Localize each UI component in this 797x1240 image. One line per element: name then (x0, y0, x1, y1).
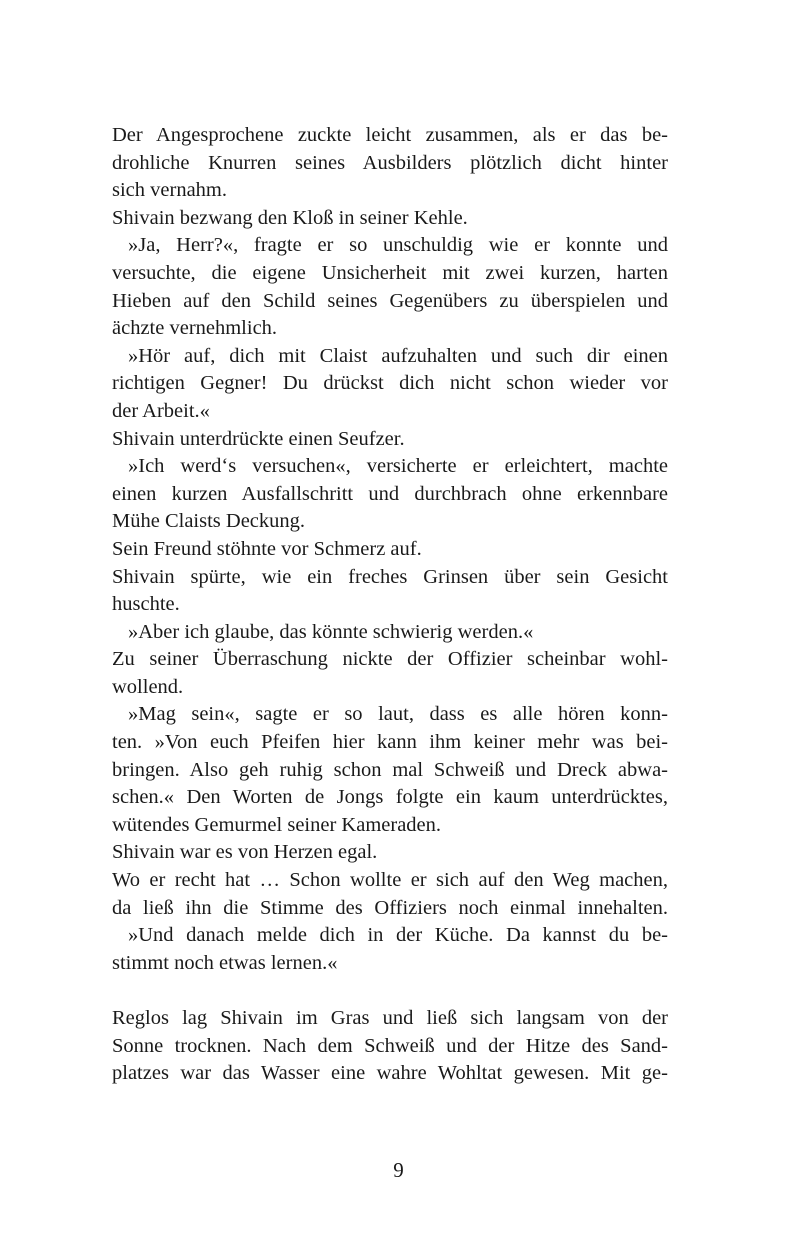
text-line: Sonne trocknen. Nach dem Schweiß und der Hitze des Sand- (112, 1034, 668, 1057)
text-line: platzes war das Wasser eine wahre Wohltat gewesen. Mit ge- (112, 1062, 668, 1085)
text-line: bringen. Also geh ruhig schon mal Schweiß und Dreck abwa- (112, 758, 668, 781)
text-line: versuchte, die eigene Unsicherheit mit zwei kurzen, harten (112, 261, 668, 284)
text-line: Der Angesprochene zuckte leicht zusammen, als er das be- (112, 124, 668, 146)
text-line: Shivain spürte, wie ein freches Grinsen über sein Gesicht (112, 565, 668, 588)
text-line: Mühe Claists Deckung. (112, 510, 306, 533)
text-line: »Ich werd‘s versuchen«, versicherte er erleichtert, machte (128, 455, 668, 478)
text-line: ten. »Von euch Pfeifen hier kann ihm keiner mehr was bei- (112, 731, 668, 754)
text-line: wütendes Gemurmel seiner Kameraden. (112, 813, 442, 836)
text-line: wollend. (112, 675, 184, 698)
text-line: Shivain unterdrückte einen Seufzer. (112, 427, 405, 450)
text-line: einen kurzen Ausfallschritt und durchbrach ohne erkennbare (112, 482, 668, 505)
page-number: 9 (393, 1158, 404, 1182)
body-text (112, 122, 668, 1088)
text-line: »Und danach melde dich in der Küche. Da kannst du be- (128, 924, 668, 947)
text-line: Shivain bezwang den Kloß in seiner Kehle. (112, 206, 468, 229)
text-line: drohliche Knurren seines Ausbilders plötzlich dicht hinter (112, 151, 668, 174)
text-line: »Hör auf, dich mit Claist aufzuhalten und such dir einen (128, 344, 668, 367)
text-line: »Mag sein«, sagte er so laut, dass es alle hören konn- (128, 703, 668, 726)
text-line: sich vernahm. (112, 179, 227, 202)
text-line: Zu seiner Überraschung nickte der Offizier scheinbar wohl- (112, 648, 668, 671)
text-line: Wo er recht hat … Schon wollte er sich auf den Weg machen, (112, 869, 668, 892)
text-line: Shivain war es von Herzen egal. (112, 841, 378, 864)
text-line: »Ja, Herr?«, fragte er so unschuldig wie er konnte und (128, 234, 668, 257)
text-line: da ließ ihn die Stimme des Offiziers noch einmal innehalten. (112, 896, 668, 919)
text-line: Reglos lag Shivain im Gras und ließ sich langsam von der (112, 1007, 668, 1029)
text-line: Hieben auf den Schild seines Gegenübers zu überspielen und (112, 289, 668, 312)
text-line: schen.« Den Worten de Jongs folgte ein kaum unterdrücktes, (112, 786, 668, 809)
section-break (112, 977, 668, 1005)
text-line: der Arbeit.« (112, 399, 210, 422)
text-line: stimmt noch etwas lernen.« (112, 951, 338, 974)
text-line: richtigen Gegner! Du drückst dich nicht schon wieder vor (112, 372, 668, 395)
text-line: huschte. (112, 593, 180, 616)
text-line: Sein Freund stöhnte vor Schmerz auf. (112, 537, 422, 560)
text-line: ächzte vernehmlich. (112, 317, 278, 340)
text-line: »Aber ich glaube, das könnte schwierig werden.« (128, 620, 534, 643)
